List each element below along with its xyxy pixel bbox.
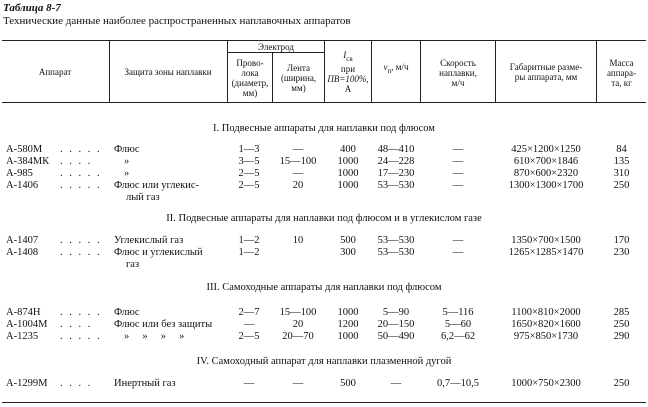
cell-tape: — [292, 378, 304, 389]
cell-dims: 425×1200×1250 [511, 144, 581, 155]
cell-apparatus: А-580М [6, 144, 43, 155]
cell-zone: » [124, 168, 130, 179]
cell-speed: — [452, 144, 464, 155]
cell-zone: Углекислый газ [114, 235, 184, 246]
cell-mass: 290 [613, 331, 630, 342]
cell-dots: . . . . [60, 319, 93, 330]
cell-dots: . . . . . [60, 331, 102, 342]
cell-speed: — [452, 156, 464, 167]
header-electrode: Электрод [258, 42, 294, 52]
cell-vp: 24—228 [377, 156, 415, 167]
cell-dims: 610×700×1846 [513, 156, 579, 167]
cell-dots: . . . . . [60, 307, 102, 318]
header-wire: Прово- лока (диаметр, мм) [231, 58, 269, 98]
cell-current: 1000 [337, 156, 359, 167]
cell-zone: Флюс или без защиты [114, 319, 213, 330]
cell-dims: 1300×1300×1700 [508, 180, 584, 191]
cell-apparatus: А-1235 [6, 331, 39, 342]
cell-mass: 285 [613, 307, 630, 318]
header-tape: Лента (ширина, мм) [280, 63, 317, 93]
header-bottom-rule [2, 102, 646, 103]
header-dims: Габаритные разме- ры аппарата, мм [509, 62, 583, 82]
header-zone: Защита зоны наплавки [124, 67, 212, 77]
cell-mass: 250 [613, 319, 630, 330]
cell-mass: 250 [613, 180, 630, 191]
cell-vp: 53—530 [377, 235, 415, 246]
cell-current: 500 [340, 378, 356, 389]
cell-dims: 975×850×1730 [513, 331, 579, 342]
cell-tape: — [292, 168, 304, 179]
cell-current: 500 [340, 235, 356, 246]
cell-dims: 1100×810×2000 [511, 307, 581, 318]
cell-apparatus: А-384МК [6, 156, 50, 167]
cell-current: 300 [340, 247, 356, 258]
cell-speed: — [452, 168, 464, 179]
table-row [0, 378, 648, 391]
cell-speed: — [452, 180, 464, 191]
cell-mass: 135 [613, 156, 630, 167]
cell-vp: 5—90 [382, 307, 410, 318]
header-apparatus: Аппарат [38, 67, 72, 77]
cell-dims: 1265×1285×1470 [508, 247, 584, 258]
cell-dims: 1350×700×1500 [511, 235, 581, 246]
cell-current: 1200 [337, 319, 359, 330]
cell-apparatus: А-1004М [6, 319, 48, 330]
cell-tape: 20 [292, 319, 304, 330]
cell-wire: 1—2 [238, 235, 260, 246]
cell-speed: 5—116 [442, 307, 474, 318]
cell-wire: — [243, 319, 255, 330]
header-speed: Скорость наплавки, м/ч [439, 58, 477, 88]
cell-mass: 310 [613, 168, 630, 179]
cell-wire: 2—5 [238, 331, 260, 342]
section-title: III. Самоходные аппараты для наплавки под флюсом [206, 282, 442, 293]
cell-mass: 230 [613, 247, 630, 258]
cell-dots: . . . . . [60, 247, 102, 258]
cell-vp: 48—410 [377, 144, 415, 155]
cell-dots: . . . . . [60, 168, 102, 179]
cell-zone: Флюс [114, 144, 140, 155]
cell-vp: 17—230 [377, 168, 415, 179]
cell-tape: 20 [292, 180, 304, 191]
cell-speed: — [452, 235, 464, 246]
cell-wire: 1—2 [238, 247, 260, 258]
cell-tape: 15—100 [279, 307, 317, 318]
cell-dots: . . . . . [60, 235, 102, 246]
cell-vp: 53—530 [377, 180, 415, 191]
cell-zone-continued: лый газ [126, 192, 160, 203]
cell-dots: . . . . . [60, 144, 102, 155]
cell-wire: 2—5 [238, 168, 260, 179]
cell-zone: » » » » [124, 331, 185, 342]
cell-wire: 2—5 [238, 180, 260, 191]
cell-dims: 1000×750×2300 [511, 378, 581, 389]
cell-zone: Флюс или углекис- [114, 180, 200, 191]
cell-dots: . . . . . [60, 180, 102, 191]
cell-zone-continued: газ [126, 259, 140, 270]
cell-zone: Флюс и углекислый [114, 247, 203, 258]
cell-apparatus: А-1406 [6, 180, 39, 191]
cell-tape: 15—100 [279, 156, 317, 167]
cell-vp: 50—490 [377, 331, 415, 342]
cell-current: 1000 [337, 307, 359, 318]
cell-dots: . . . . [60, 378, 93, 389]
cell-tape: 20—70 [282, 331, 314, 342]
cell-dots: . . . . [60, 156, 93, 167]
cell-mass: 84 [616, 144, 627, 155]
cell-wire: 3—5 [238, 156, 260, 167]
cell-zone: Инертный газ [114, 378, 176, 389]
table-row [0, 180, 648, 193]
cell-wire: 1—3 [238, 144, 260, 155]
cell-mass: 170 [613, 235, 630, 246]
section-title: II. Подвесные аппараты для наплавки под флюсом и в углекислом газе [166, 213, 482, 224]
cell-current: 400 [340, 144, 356, 155]
cell-current: 1000 [337, 168, 359, 179]
cell-zone: » [124, 156, 130, 167]
cell-mass: 250 [613, 378, 630, 389]
cell-speed: — [452, 247, 464, 258]
header-current: $I_{св}$ при ПВ=100%, А [327, 50, 369, 94]
table-row [0, 247, 648, 260]
cell-apparatus: А-1408 [6, 247, 39, 258]
cell-vp: 53—530 [377, 247, 415, 258]
cell-vp: 20—150 [377, 319, 415, 330]
cell-apparatus: А-985 [6, 168, 33, 179]
section-title: IV. Самоходный аппарат для наплавки плазменной дугой [196, 356, 452, 367]
cell-wire: 2—7 [238, 307, 260, 318]
cell-current: 1000 [337, 331, 359, 342]
cell-dims: 1650×820×1600 [511, 319, 581, 330]
cell-zone: Флюс [114, 307, 140, 318]
cell-vp: — [390, 378, 402, 389]
cell-tape: 10 [292, 235, 304, 246]
cell-dims: 870×600×2320 [513, 168, 579, 179]
cell-speed: 6,2—62 [440, 331, 476, 342]
cell-wire: — [243, 378, 255, 389]
table-number: Таблица 8-7 [3, 2, 61, 14]
cell-speed: 5—60 [444, 319, 472, 330]
table-bottom-rule [2, 402, 646, 403]
table-row [0, 331, 648, 344]
header-vp: $v_п$, м/ч [383, 62, 409, 75]
header-mass: Масса аппара- та, кг [607, 58, 636, 88]
table-title: Технические данные наиболее распространенных наплавочных аппаратов [3, 15, 351, 27]
cell-speed: 0,7—10,5 [437, 378, 479, 389]
cell-current: 1000 [337, 180, 359, 191]
cell-apparatus: А-1299М [6, 378, 48, 389]
cell-apparatus: А-1407 [6, 235, 39, 246]
cell-apparatus: А-874Н [6, 307, 41, 318]
cell-tape: — [292, 144, 304, 155]
section-title: I. Подвесные аппараты для наплавки под флюсом [213, 123, 435, 134]
electrode-group-rule [227, 52, 324, 53]
